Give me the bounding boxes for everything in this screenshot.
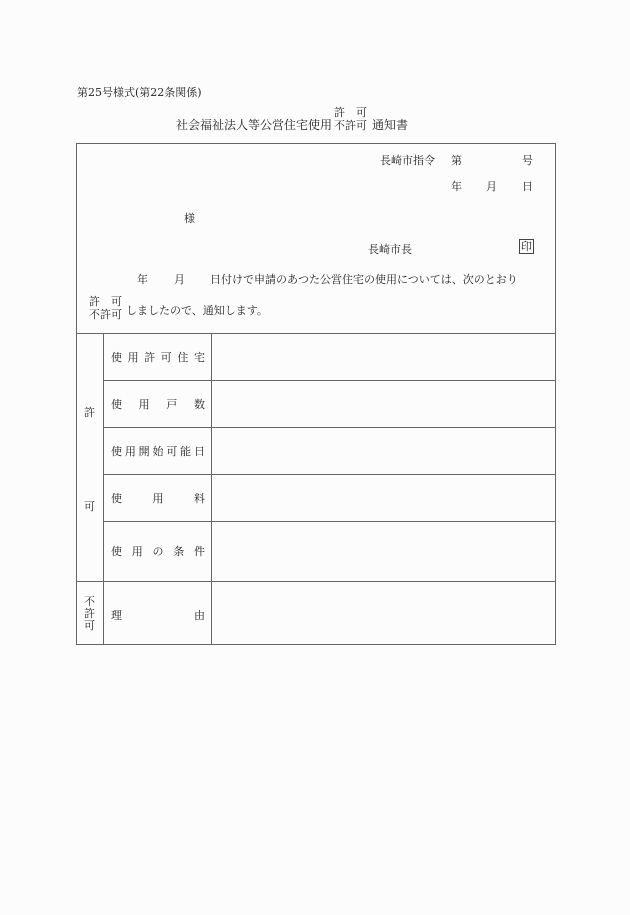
row-label-permitted-housing: 使 用 許 可 住 宅 bbox=[111, 351, 205, 364]
row-label-fee: 使 用 料 bbox=[111, 492, 205, 505]
body-option-deny: 不許可 bbox=[89, 308, 122, 321]
deny-group-label: 不 許 可 bbox=[84, 595, 95, 632]
ref-go: 号 bbox=[522, 154, 533, 167]
value-permitted-housing[interactable] bbox=[212, 334, 555, 380]
value-start-date[interactable] bbox=[212, 428, 555, 474]
permit-group-label-1: 許 bbox=[84, 406, 95, 419]
seal-mark: 印 bbox=[521, 240, 532, 253]
date-day: 日 bbox=[522, 180, 533, 193]
date-year: 年 bbox=[451, 180, 462, 193]
mayor-title: 長崎市長 bbox=[368, 243, 412, 256]
body-text-line1: 日付けで申請のあつた公営住宅の使用については、次のとおり bbox=[210, 273, 518, 286]
title-option-permit: 許 可 bbox=[334, 106, 367, 119]
body-option-permit: 許 可 bbox=[89, 295, 122, 308]
addressee-suffix: 様 bbox=[184, 212, 195, 225]
value-unit-count[interactable] bbox=[212, 381, 555, 427]
body-text-line2: しましたので、通知します。 bbox=[126, 304, 268, 317]
body-month: 月 bbox=[174, 273, 185, 286]
permit-group-label-2: 可 bbox=[84, 500, 95, 513]
value-conditions[interactable] bbox=[212, 522, 555, 581]
ref-dai: 第 bbox=[451, 154, 462, 167]
issuer-ref: 長崎市指令 bbox=[380, 154, 435, 167]
value-fee[interactable] bbox=[212, 475, 555, 521]
row-label-start-date: 使 用 開 始 可 能 日 bbox=[111, 445, 205, 458]
row-label-reason: 理 由 bbox=[111, 609, 205, 622]
value-reason[interactable] bbox=[212, 582, 555, 644]
row-label-unit-count: 使 用 戸 数 bbox=[111, 398, 205, 411]
row-label-conditions: 使 用 の 条 件 bbox=[111, 545, 205, 558]
date-month: 月 bbox=[486, 180, 497, 193]
title-suffix: 通知書 bbox=[372, 118, 409, 132]
body-year: 年 bbox=[137, 273, 148, 286]
body-options bbox=[89, 295, 122, 321]
title-option-deny: 不許可 bbox=[334, 119, 367, 132]
title-prefix: 社会福祉法人等公営住宅使用 bbox=[176, 118, 333, 132]
form-number: 第25号様式(第22条関係) bbox=[77, 86, 202, 99]
title-options bbox=[334, 106, 367, 132]
